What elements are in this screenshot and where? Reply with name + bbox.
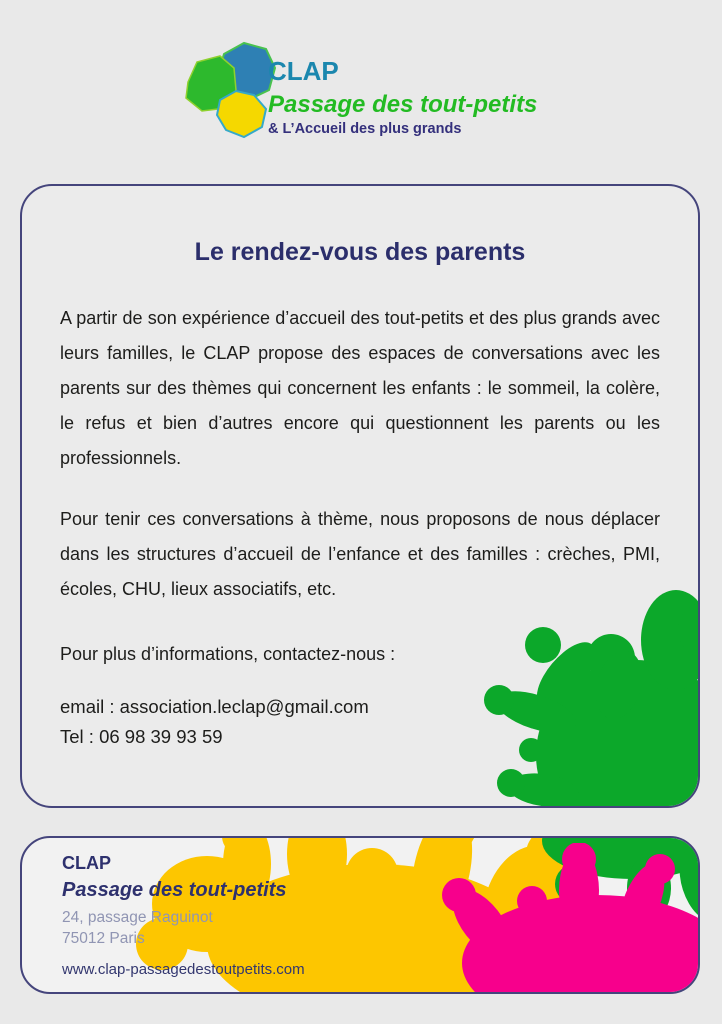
main-card: [20, 184, 700, 808]
contact-email: email : association.leclap@gmail.com: [60, 696, 369, 717]
logo-tagline: & L’Accueil des plus grands: [268, 121, 462, 137]
footer-org-name: CLAP: [62, 853, 111, 873]
clap-logo: [180, 34, 600, 144]
footer-website: www.clap-passagedestoutpetits.com: [62, 960, 305, 978]
contact-phone: Tel : 06 98 39 93 59: [60, 726, 223, 747]
contact-intro: Pour plus d’informations, contactez-nous :: [60, 644, 396, 664]
logo-title: CLAP: [268, 56, 339, 86]
footer-org-subtitle: Passage des tout-petits: [62, 878, 287, 901]
footer-address-line1: 24, passage Raguinot: [62, 908, 213, 926]
footer-card: [20, 836, 700, 994]
footer-address-line2: 75012 Paris: [62, 929, 145, 947]
paragraph-intro: A partir de son expérience d’accueil des tout-petits et des plus grands avec leurs familles, le CLAP propose des espaces de conversations avec les parents sur des thèmes qui concernent les enfants : le sommeil, la colère, le refus et bien d’autres encore qui questionnent les parents ou les professionnels.: [60, 308, 660, 468]
logo-subtitle: Passage des tout-petits: [268, 91, 538, 118]
paragraph-offer: Pour tenir ces conversations à thème, nous proposons de nous déplacer dans les structures d’accueil de l’enfance et des familles : crèches, PMI, écoles, CHU, lieux associatifs, etc.: [60, 509, 660, 599]
paint-splat-pink-icon: [427, 843, 700, 994]
page-title: Le rendez-vous des parents: [194, 238, 526, 266]
blob-yellow-icon: [217, 91, 266, 137]
